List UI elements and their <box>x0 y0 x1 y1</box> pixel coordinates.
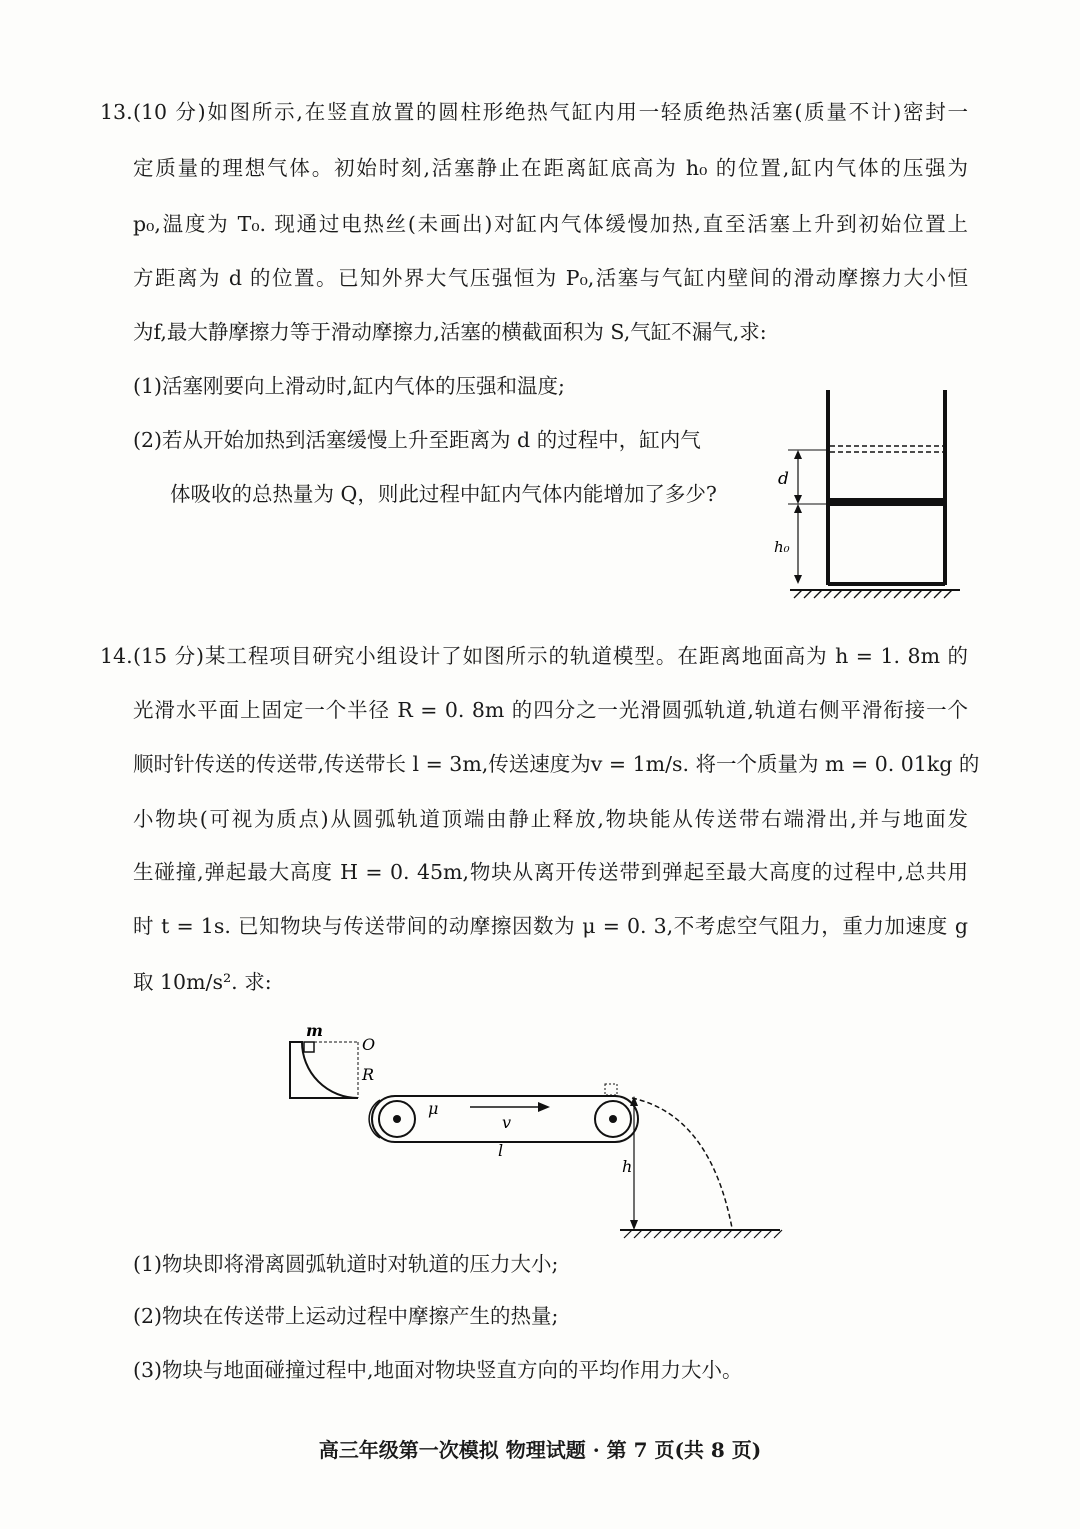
q13-sub2b: 体吸收的总热量为 Q，则此过程中缸内气体内能增加了多少? <box>170 482 717 506</box>
q14-line-1: (15 分)某工程项目研究小组设计了如图所示的轨道模型。在距离地面高为 h = 1. 8m 的 <box>133 644 968 668</box>
q14-line-4: 小物块(可视为质点)从圆弧轨道顶端由静止释放,物块能从传送带右端滑出,并与地面发 <box>133 807 968 831</box>
q14-line-3: 顺时针传送的传送带,传送带长 l = 3m,传送速度为v = 1m/s. 将一个质量为 m = 0. 01kg 的 <box>133 752 980 776</box>
q13-line-5: 为f,最大静摩擦力等于滑动摩擦力,活塞的横截面积为 S,气缸不漏气,求: <box>133 320 767 344</box>
q13-sub1: (1)活塞刚要向上滑动时,缸内气体的压强和温度; <box>133 374 565 398</box>
ground-hatching <box>794 590 952 598</box>
q14-line-6: 时 t = 1s. 已知物块与传送带间的动摩擦因数为 μ = 0. 3,不考虑空气阻力，重力加速度 g <box>133 914 968 938</box>
label-d: d <box>778 469 789 489</box>
q13-line-4: 方距离为 d 的位置。已知外界大气压强恒为 P₀,活塞与气缸内壁间的滑动摩擦力大小恒 <box>133 266 968 290</box>
mass-block <box>304 1042 314 1052</box>
projectile-path <box>632 1098 732 1228</box>
label-h0: h₀ <box>774 538 790 556</box>
label-mu: μ <box>428 1099 439 1118</box>
q14-sub2: (2)物块在传送带上运动过程中摩擦产生的热量; <box>133 1304 559 1328</box>
page-footer: 高三年级第一次模拟 物理试题 · 第 7 页(共 8 页) <box>318 1438 762 1462</box>
q13-sub2a: (2)若从开始加热到活塞缓慢上升至距离为 d 的过程中，缸内气 <box>133 428 701 452</box>
q13-line-1: (10 分)如图所示,在竖直放置的圆柱形绝热气缸内用一轻质绝热活塞(质量不计)密封一 <box>133 100 968 124</box>
q13-number: 13. <box>100 100 133 124</box>
q14-line-7: 取 10m/s². 求: <box>133 970 272 994</box>
q13-line-3: p₀,温度为 T₀. 现通过电热丝(未画出)对缸内气体缓慢加热,直至活塞上升到初始位置上 <box>133 212 968 236</box>
q13-cylinder-figure <box>760 380 970 610</box>
label-m: m <box>306 1021 323 1040</box>
label-h: h <box>622 1157 633 1176</box>
q14-sub3: (3)物块与地面碰撞过程中,地面对物块竖直方向的平均作用力大小。 <box>133 1358 743 1382</box>
q14-sub1: (1)物块即将滑离圆弧轨道时对轨道的压力大小; <box>133 1252 559 1276</box>
label-v: v <box>502 1113 512 1132</box>
q14-number: 14. <box>100 644 133 668</box>
label-O: O <box>362 1035 376 1054</box>
arc-track-block <box>290 1042 358 1098</box>
q14-line-5: 生碰撞,弹起最大高度 H = 0. 45m,物块从离开传送带到弹起至最大高度的过程中,总共用 <box>133 860 968 884</box>
q14-track-figure <box>280 1020 800 1250</box>
piston <box>830 498 943 506</box>
label-l: l <box>498 1141 504 1160</box>
q13-line-2: 定质量的理想气体。初始时刻,活塞静止在距离缸底高为 h₀ 的位置,缸内气体的压强为 <box>133 156 968 180</box>
label-R: R <box>362 1065 375 1084</box>
mass-at-end <box>605 1084 617 1095</box>
q14-line-2: 光滑水平面上固定一个半径 R = 0. 8m 的四分之一光滑圆弧轨道,轨道右侧平滑衔接一个 <box>133 698 968 722</box>
